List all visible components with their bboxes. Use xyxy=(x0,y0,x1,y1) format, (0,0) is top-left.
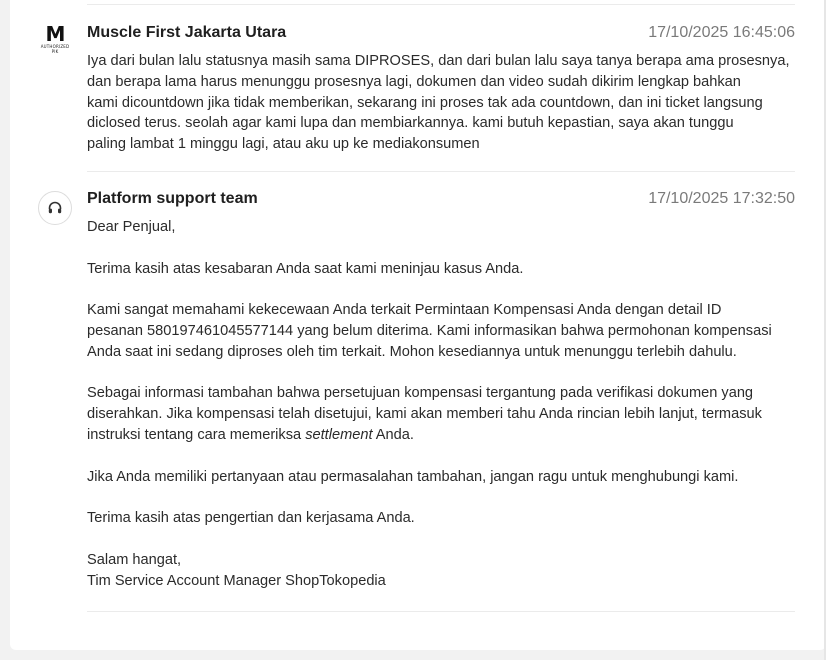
message-line: diclosed terus. seolah agar kami lupa dan membiarkannya. kami butuh kepastian, saya akan tunggu xyxy=(87,115,734,132)
line-text: Anda. xyxy=(372,426,414,443)
message-divider xyxy=(87,611,795,612)
message-line: Anda saat ini sedang diproses oleh tim terkait. Mohon kesediannya untuk menunggu terlebih dahulu. xyxy=(87,343,737,360)
message-header xyxy=(87,190,795,210)
seller-logo-letter: M xyxy=(45,22,65,46)
message-timestamp: 17/10/2025 17:32:50 xyxy=(648,190,795,207)
line-text: instruksi tentang cara memeriksa xyxy=(87,426,306,443)
top-divider xyxy=(87,4,795,5)
signature: Tim Service Account Manager ShopTokopedia xyxy=(87,572,386,589)
thanks-understanding: Terima kasih atas pengertian dan kerjasama Anda. xyxy=(87,510,415,527)
message-timestamp: 17/10/2025 16:45:06 xyxy=(648,24,795,41)
closing: Salam hangat, xyxy=(87,551,182,568)
message-body xyxy=(87,217,795,591)
support-avatar xyxy=(38,191,72,225)
sender-name: Muscle First Jakarta Utara xyxy=(87,24,287,41)
message-line: diserahkan. Jika kompensasi telah disetujui, kami akan memberi tahu Anda rincian lebih lanjut, termasuk xyxy=(87,406,762,423)
sender-name: Platform support team xyxy=(87,190,258,207)
seller-logo-caption: AUTHORIZED xyxy=(40,44,70,49)
settlement-term: settlement xyxy=(305,426,373,443)
greeting: Dear Penjual, xyxy=(87,219,176,235)
conversation-panel xyxy=(10,0,826,650)
message-line: kami dicountdown jika tidak memberikan, sekarang ini proses tak ada countdown, dan ini ticket langsung xyxy=(87,94,763,111)
message-line xyxy=(87,425,795,446)
message-line: dan berapa lama harus menunggu prosesnya lagi, dokumen dan video sudah dikirim lengkap bahkan xyxy=(87,73,741,90)
headset-icon xyxy=(47,200,63,216)
message-line: Iya dari bulan lalu statusnya masih sama DIPROSES, dan dari bulan lalu saya tanya berapa ama prosesnya, xyxy=(87,53,790,69)
seller-avatar xyxy=(38,24,72,58)
thanks-patience: Terima kasih atas kesabaran Anda saat kami meninjau kasus Anda. xyxy=(87,260,524,277)
message-line: pesanan 580197461045577144 yang belum diterima. Kami informasikan bahwa permohonan kompensasi xyxy=(87,322,772,339)
message-line: Sebagai informasi tambahan bahwa persetujuan kompensasi tergantung pada verifikasi dokumen yang xyxy=(87,385,754,402)
message-header xyxy=(87,24,795,44)
message-divider xyxy=(87,171,795,172)
message-line: Kami sangat memahami kekecewaan Anda terkait Permintaan Kompensasi Anda dengan detail ID xyxy=(87,302,722,319)
message-body xyxy=(87,51,795,155)
seller-logo-caption-2: PIK xyxy=(51,49,59,54)
message-line: paling lambat 1 minggu lagi, atau aku up ke mediakonsumen xyxy=(87,136,480,153)
questions-line: Jika Anda memiliki pertanyaan atau permasalahan tambahan, jangan ragu untuk menghubungi kami. xyxy=(87,468,739,485)
